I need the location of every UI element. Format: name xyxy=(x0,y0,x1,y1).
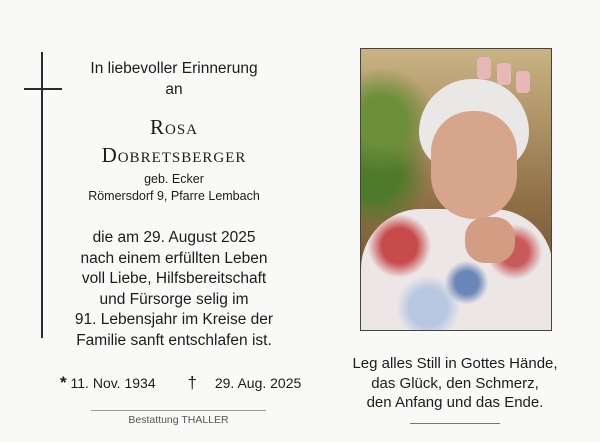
cross-vertical xyxy=(41,52,43,338)
text-line: die am 29. August 2025 xyxy=(92,229,256,246)
first-name: Rosa xyxy=(149,115,198,139)
verse-line: Leg alles Still in Gottes Hände, xyxy=(352,355,558,372)
death-date: 29. Aug. 2025 xyxy=(214,375,302,391)
candle-shape xyxy=(516,71,530,93)
undertaker-name: Bestattung THALLER xyxy=(128,414,229,426)
text-line: und Fürsorge selig im xyxy=(99,290,249,308)
text-line: voll Liebe, Hilfsbereitschaft xyxy=(81,270,267,288)
undertaker-divider xyxy=(91,410,266,411)
blouse-shape xyxy=(361,209,552,331)
birth-date: 11. Nov. 1934 xyxy=(70,375,156,391)
candle-shape xyxy=(497,63,511,85)
birth-date-group xyxy=(60,375,170,391)
candle-shape xyxy=(477,57,491,79)
text-line: nach einem erfüllten Leben xyxy=(80,249,268,267)
deceased-name xyxy=(58,113,290,169)
obituary-text xyxy=(58,228,290,352)
cross-horizontal xyxy=(24,88,62,90)
intro-line-2: an xyxy=(165,81,183,98)
text-line: 91. Lebensjahr im Kreise der xyxy=(74,311,274,329)
birth-star-icon: * xyxy=(60,373,67,392)
death-date-group xyxy=(188,375,316,391)
address: Römersdorf 9, Pfarre Lembach xyxy=(88,189,260,203)
last-name: Dobretsberger xyxy=(101,143,247,167)
verse xyxy=(340,354,570,413)
life-dates xyxy=(60,373,329,393)
birth-name: geb. Ecker xyxy=(144,172,204,186)
intro-line-1: In liebevoller Erinnerung xyxy=(90,60,258,77)
verse-line: das Glück, den Schmerz, xyxy=(371,374,539,392)
death-cross-icon: † xyxy=(187,373,197,392)
verse-divider xyxy=(410,423,500,424)
text-line: Familie sanft entschlafen ist. xyxy=(76,331,272,349)
verse-line: den Anfang und das Ende. xyxy=(366,394,544,411)
origin-info xyxy=(58,171,290,205)
intro-text xyxy=(58,58,290,100)
face-shape xyxy=(431,111,517,219)
portrait-photo xyxy=(360,48,552,331)
hand-shape xyxy=(465,217,515,263)
